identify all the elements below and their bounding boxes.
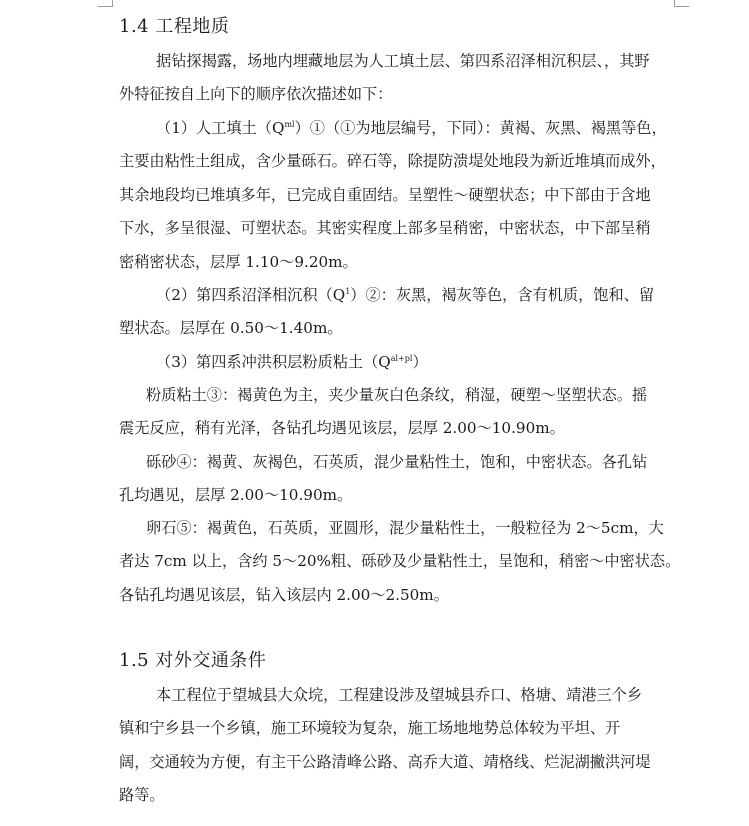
- paragraph-line: 下水，多呈很湿、可塑状态。其密实程度上部多呈稍密，中密状态，中下部呈稍: [119, 219, 651, 237]
- paragraph-line: 其余地段均已堆填多年，已完成自重固结。呈塑性～硬塑状态；中下部由于含地: [119, 186, 651, 204]
- paragraph-line: 各钻孔均遇见该层，钻入该层内 2.00～2.50m。: [119, 586, 449, 604]
- paragraph-line: 者达 7cm 以上，含约 5～20%粗、砾砂及少量粘性土，呈饱和，稍密～中密状态。: [119, 552, 681, 570]
- paragraph-line: 本工程位于望城县大众垸，工程建设涉及望城县乔口、格塘、靖港三个乡: [156, 686, 642, 704]
- paragraph-line: 砾砂④：褐黄、灰褐色，石英质，混少量粘性土，饱和，中密状态。各孔钻: [146, 453, 648, 471]
- paragraph-line: （2）第四系沼泽相沉积$(Q^1)②$：灰黑，褐灰等色，含有机质，饱和、留: [156, 286, 655, 304]
- margin-corner-mark-left: [98, 0, 113, 7]
- paragraph-line: 卵石⑤：褐黄色，石英质，亚圆形，混少量粘性土，一般粒径为 2～5cm，大: [146, 519, 664, 537]
- paragraph-line: （3）第四系冲洪积层粉质粘土$(Q^{al+pl})$: [156, 353, 428, 371]
- paragraph-line: 镇和宁乡县一个乡镇，施工环境较为复杂，施工场地地势总体较为平坦、开: [119, 719, 621, 737]
- superscript-1: 1: [345, 287, 351, 296]
- paragraph-line: 密稍密状态，层厚 1.10～9.20m。: [119, 253, 358, 271]
- paragraph-line: 外特征按自上向下的顺序依次描述如下：: [119, 85, 393, 103]
- paragraph-line: 震无反应，稍有光泽，各钻孔均遇见该层，层厚 2.00～10.90m。: [119, 419, 565, 437]
- section-heading-1-5: 1.5 对外交通条件: [119, 650, 267, 671]
- paragraph-line: 孔均遇见，层厚 2.00～10.90m。: [119, 486, 353, 504]
- superscript-ml: ml: [284, 120, 295, 129]
- paragraph-line: 据钻探揭露，场地内埋藏地层为人工填土层、第四系沼泽相沉积层、，其野: [156, 52, 650, 70]
- paragraph-line: 主要由粘性土组成，含少量砾石。碎石等，除提防溃堤处地段为新近堆填而成外，: [119, 152, 666, 170]
- margin-corner-mark-right: [674, 0, 689, 7]
- paragraph-line: 阔，交通较为方便，有主干公路清峰公路、高乔大道、靖格线、烂泥湖撇洪河堤: [119, 753, 651, 771]
- paragraph-line: 塑状态。层厚在 0.50～1.40m。: [119, 319, 343, 337]
- superscript-al-pl: al+pl: [390, 354, 413, 363]
- paragraph-line: 粉质粘土③：褐黄色为主，夹少量灰白色条纹，稍湿，硬塑～坚塑状态。摇: [146, 386, 648, 404]
- paragraph-line: （1）人工填土$(Q^{ml})①(①$为地层编号，下同）：黄褐、灰黑、褐黑等色，: [156, 119, 667, 137]
- section-heading-1-4: 1.4 工程地质: [119, 16, 230, 37]
- paragraph-line: 路等。: [119, 786, 165, 804]
